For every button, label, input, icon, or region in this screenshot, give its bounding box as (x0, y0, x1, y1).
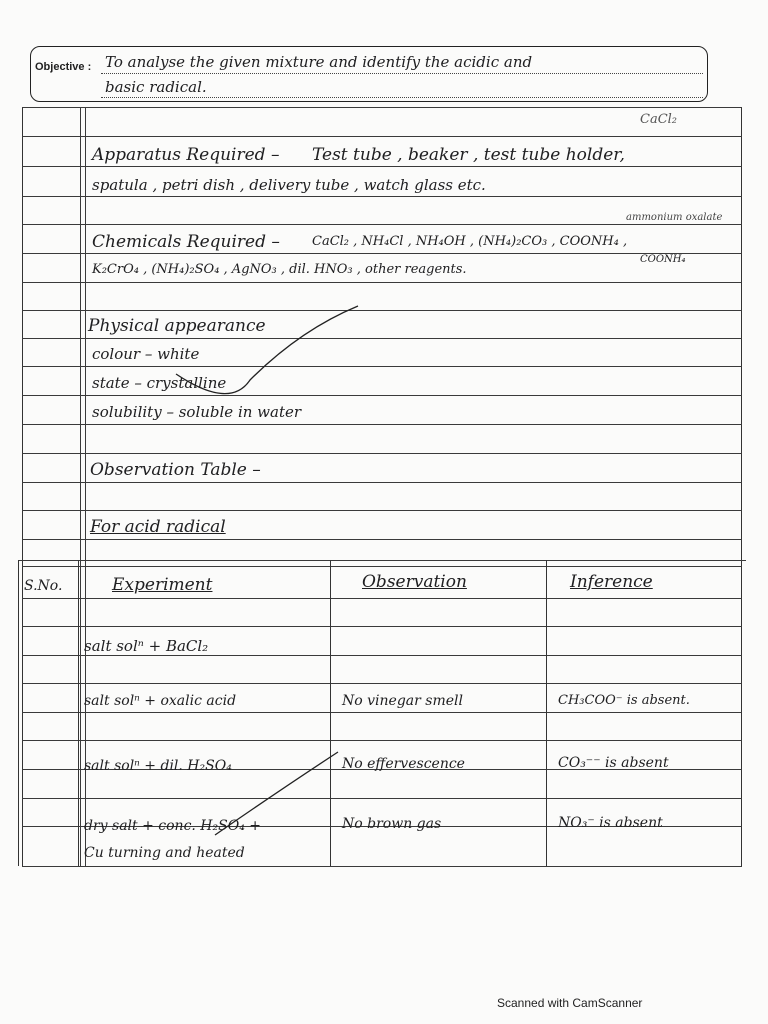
chemicals-heading: Chemicals Required – (92, 232, 280, 252)
ammonium-oxalate-note: ammonium oxalate (626, 212, 723, 223)
cacl2-note: CaCl₂ (640, 112, 678, 127)
header-experiment: Experiment (112, 575, 213, 595)
row3-inference: CO₃⁻⁻ is absent (558, 755, 669, 771)
objective-text-line2: basic radical. (105, 78, 207, 96)
check-mark-stroke (176, 306, 358, 394)
apparatus-line1: Test tube , beaker , test tube holder, (312, 145, 625, 165)
row4-experiment: dry salt + conc. H₂SO₄ + (84, 818, 261, 834)
chemicals-line1: CaCl₂ , NH₄Cl , NH₄OH , (NH₄)₂CO₃ , COONH₄ , (312, 234, 628, 249)
physical-state: state – crystalline (92, 374, 227, 392)
row3-experiment: salt solⁿ + dil. H₂SO₄ (84, 758, 232, 774)
row2-inference: CH₃COO⁻ is absent. (558, 693, 690, 708)
header-inference: Inference (570, 572, 653, 592)
header-sno: S.No. (24, 578, 63, 594)
chemicals-line1b: COONH₄ (640, 254, 686, 265)
physical-solubility: solubility – soluble in water (92, 403, 302, 421)
objective-text-line1: To analyse the given mixture and identify the acidic and (105, 53, 533, 71)
row4-observation: No brown gas (342, 816, 442, 832)
check-mark-stroke (215, 752, 338, 835)
acid-radical-heading: For acid radical (90, 517, 226, 537)
physical-colour: colour – white (92, 345, 200, 363)
chemicals-line2: K₂CrO₄ , (NH₄)₂SO₄ , AgNO₃ , dil. HNO₃ , other reagents. (92, 262, 467, 277)
objective-label: Objective : (35, 61, 92, 73)
header-observation: Observation (362, 572, 467, 592)
observation-table-heading: Observation Table – (90, 460, 261, 480)
scanner-watermark: Scanned with CamScanner (497, 996, 643, 1010)
apparatus-heading: Apparatus Required – (92, 145, 280, 165)
row3-observation: No effervescence (342, 756, 465, 772)
apparatus-line2: spatula , petri dish , delivery tube , watch glass etc. (92, 176, 486, 194)
physical-heading: Physical appearance (88, 316, 266, 336)
row1-experiment: salt solⁿ + BaCl₂ (84, 637, 209, 655)
row2-experiment: salt solⁿ + oxalic acid (84, 693, 237, 709)
row4-inference: NO₃⁻ is absent (558, 815, 663, 831)
row2-observation: No vinegar smell (342, 693, 463, 709)
row4-experiment-cont: Cu turning and heated (84, 845, 245, 861)
